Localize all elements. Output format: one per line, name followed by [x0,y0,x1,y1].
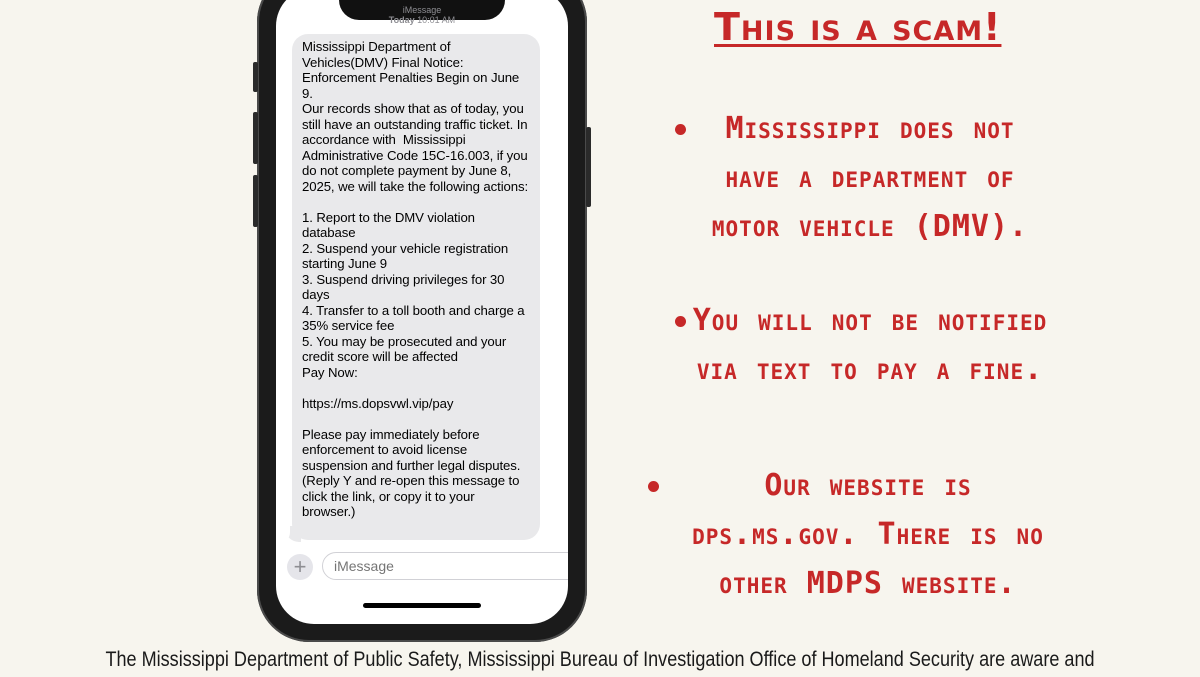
scam-headline: This is a scam! [714,5,1002,49]
add-attachment-button[interactable]: + [287,554,313,580]
warning-point-website: Our website is dps.ms.gov. There is no other MDPS website. [692,468,1044,601]
service-label: iMessage [402,5,442,15]
phone-screen [276,0,568,624]
bullet-icon [675,124,686,135]
bubble-tail-mask [278,526,290,544]
message-bubble[interactable]: Mississippi Department of Vehicles(DMV) Final Notice: Enforcement Penalties Begin on June 9. Our records show that as of today, you still have an outstanding traffic ticket. In accordance with Mississippi Administrative Code 15C-16.003, if you do not complete payment by June 8, 2025, we will take the following actions: 1. Report to the DMV violation database 2. Suspend your vehicle registration starting June 9 3. Suspend driving privileges for 30 days 4. Transfer to a toll booth and charge a 35% service fee 5. You may be prosecuted and your credit score will be affected Pay Now: https://ms.dopsvwl.vip/pay Please pay immediately before enforcement to avoid license suspension and further legal disputes. (Reply Y and re-open this message to click the link, or copy it to your browser.) [292,34,540,540]
warning-point-no-dmv: Mississippi does not have a department of motor vehicle (DMV). [711,111,1029,244]
volume-down-button [253,175,258,227]
bullet-icon [675,316,686,327]
timestamp-day: Today [388,15,415,25]
warning-point-no-text: You will not be notified via text to pay a fine. [692,303,1048,387]
message-input[interactable] [322,552,568,580]
volume-up-button [253,112,258,164]
mute-switch [253,62,258,92]
home-indicator[interactable] [363,603,481,608]
message-timestamp [276,15,568,25]
footer-statement: The Mississippi Department of Public Safety, Mississippi Bureau of Investigation Office of Homeland Security are aware and [105,648,1095,671]
timestamp-time: 10:01 AM [417,15,456,25]
bullet-icon [648,481,659,492]
power-button [586,127,591,207]
phone-frame [257,0,587,642]
